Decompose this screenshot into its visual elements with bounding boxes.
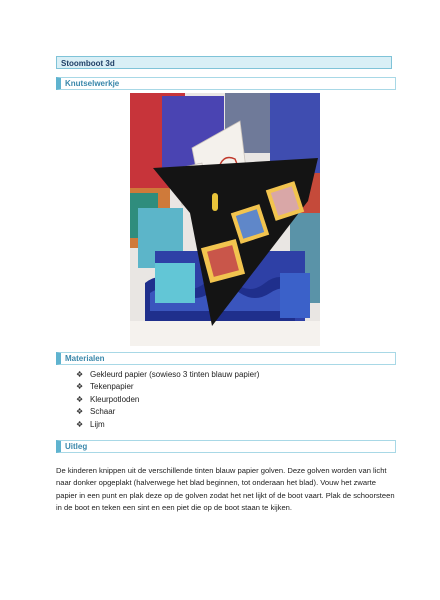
list-item: [76, 419, 259, 431]
material-label: Kleurpotloden: [90, 394, 140, 404]
materials-list: [76, 369, 259, 431]
steamboat-craft-image: [130, 93, 320, 346]
section-heading-uitleg: Uitleg: [56, 440, 396, 453]
list-item: [76, 406, 259, 418]
list-item: [76, 394, 259, 406]
list-item: [76, 381, 259, 393]
diamond-bullet-icon: ❖: [76, 370, 84, 379]
section-heading-knutselwerkje: Knutselwerkje: [56, 77, 396, 90]
document-title: Stoomboot 3d: [56, 56, 392, 69]
diamond-bullet-icon: ❖: [76, 419, 84, 429]
material-label: Lijm: [90, 419, 105, 429]
material-label: Tekenpapier: [90, 382, 134, 392]
diamond-bullet-icon: ❖: [76, 394, 84, 404]
list-item: [76, 369, 259, 381]
material-label: Schaar: [90, 407, 116, 417]
diamond-bullet-icon: ❖: [76, 407, 84, 417]
section-heading-materialen: Materialen: [56, 352, 396, 365]
diamond-bullet-icon: ❖: [76, 382, 84, 392]
material-label: Gekleurd papier (sowieso 3 tinten blauw papier): [90, 370, 260, 379]
explanation-paragraph: De kinderen knippen uit de verschillende tinten blauw papier golven. Deze golven worden van licht naar donker opgeplakt (halverwege het blad beginnen, tot onderaan het blad). Vouw het zwarte papier in een punt en plak deze op de golven zodat het net lijkt of de boot vaart. Plak de schoorsteen in de boot en teken een sint en een piet die op de boot staan te kijken.: [56, 465, 395, 513]
craft-photo: [130, 93, 320, 346]
